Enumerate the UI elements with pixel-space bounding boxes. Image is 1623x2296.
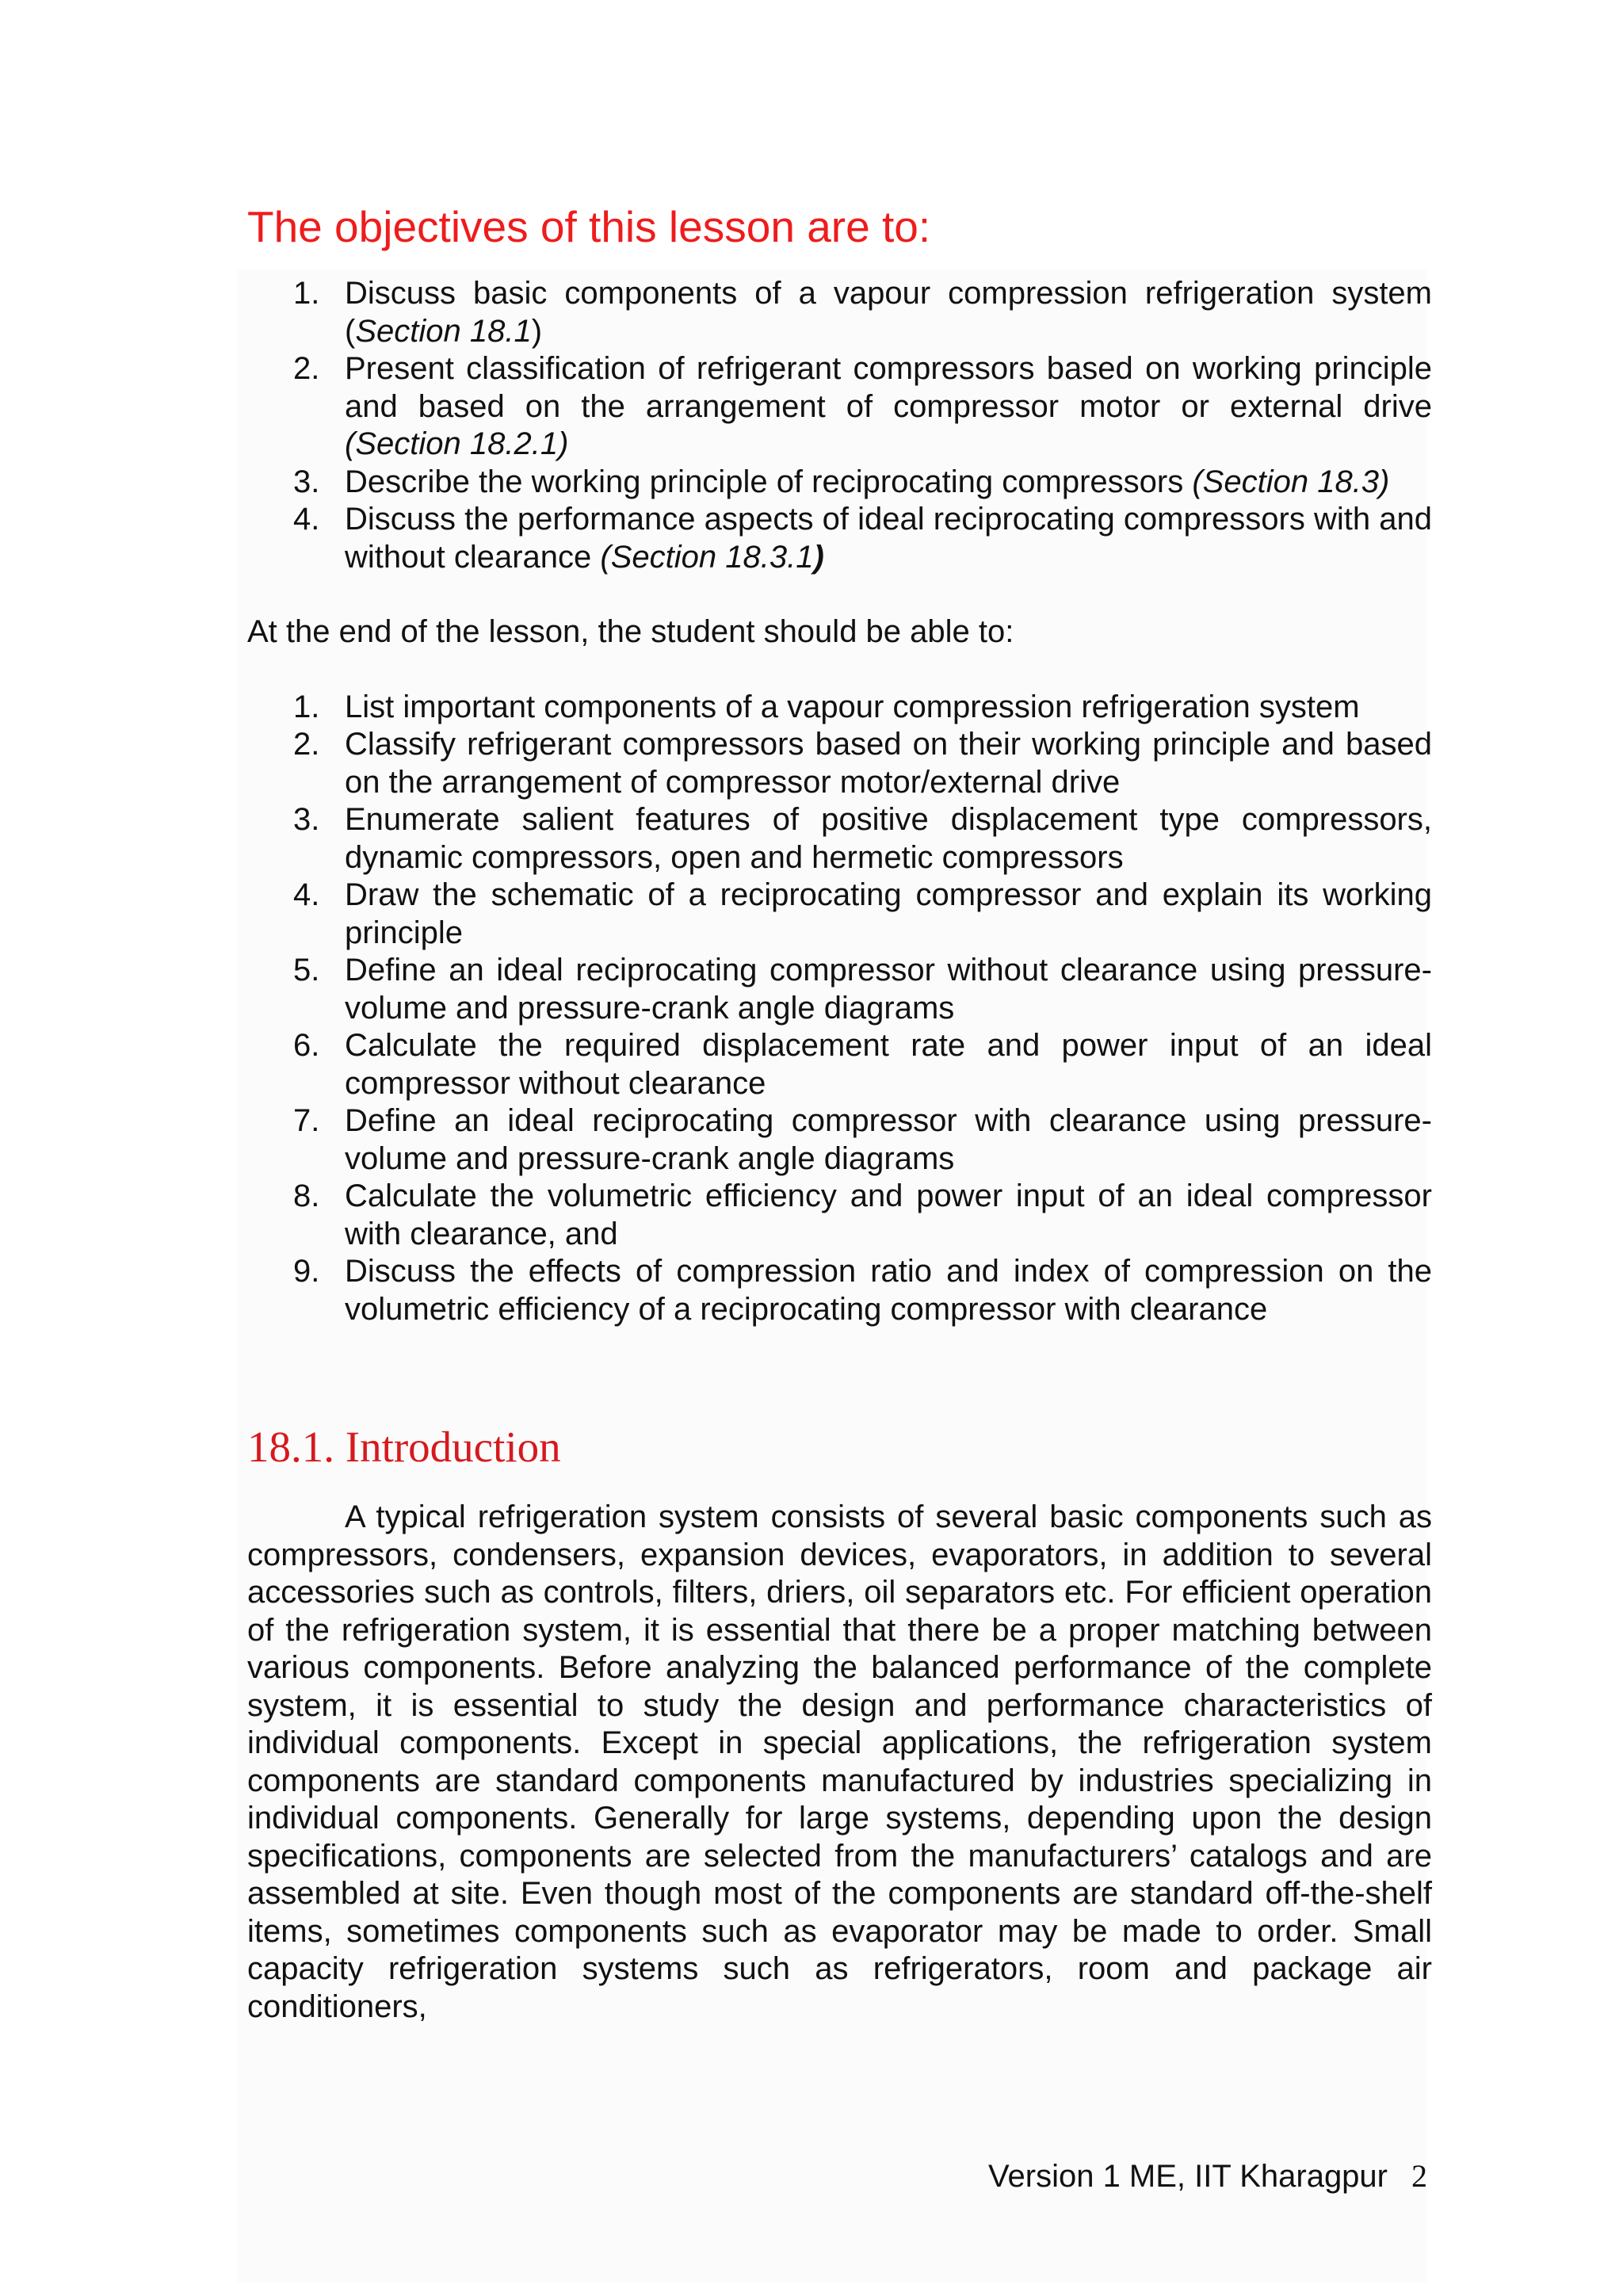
objectives-heading: The objectives of this lesson are to: bbox=[247, 202, 931, 251]
outcome-item bbox=[247, 877, 1432, 952]
outcome-text: Calculate the required displacement rate and power input of an ideal compressor without clearance bbox=[345, 1028, 1432, 1101]
list-number: 7. bbox=[293, 1103, 320, 1138]
objective-item bbox=[247, 350, 1432, 464]
outcome-text: List important components of a vapour compression refrigeration system bbox=[345, 689, 1360, 724]
outcome-item bbox=[247, 1102, 1432, 1178]
objective-item bbox=[247, 464, 1432, 502]
reference-tail: ) bbox=[531, 313, 543, 349]
section-reference: (Section 18.3.1 bbox=[600, 539, 814, 575]
outcome-text: Draw the schematic of a reciprocating compressor and explain its working principle bbox=[345, 877, 1432, 950]
list-number: 2. bbox=[293, 351, 320, 386]
spacer bbox=[247, 576, 1432, 613]
list-number: 1. bbox=[293, 689, 320, 724]
page-number: 2 bbox=[1411, 2158, 1427, 2194]
page-footer bbox=[988, 2157, 1427, 2195]
introduction-paragraph: A typical refrigeration system consists of several basic components such as compressors, condensers, expansion devices, evaporators, in addition to several accessories such as controls, filters, driers, oil separators etc. For efficient operation of the refrigeration system, it is essential that there be a proper matching between various components. Before analyzing the balanced performance of the complete system, it is essential to study the design and performance characteristics of individual components. Except in special applications, the refrigeration system components are standard components manufactured by industries specializing in individual components. Generally for large systems, depending upon the design specifications, components are selected from the manufacturers’ catalogs and are assembled at site. Even though most of the components are standard off-the-shelf items, sometimes components such as evaporator may be made to order. Small capacity refrigeration systems such as refrigerators, room and package air conditioners, bbox=[247, 1499, 1432, 2024]
list-number: 6. bbox=[293, 1028, 320, 1063]
outcome-item bbox=[247, 689, 1432, 727]
list-number: 3. bbox=[293, 802, 320, 837]
section-reference: (Section 18.3) bbox=[1192, 464, 1390, 499]
outcome-text: Define an ideal reciprocating compressor without clearance using pressure-volume and pressure-crank angle diagrams bbox=[345, 953, 1432, 1026]
list-number: 9. bbox=[293, 1254, 320, 1289]
list-number: 3. bbox=[293, 464, 320, 499]
footer-version: Version 1 ME, IIT Kharagpur bbox=[988, 2159, 1388, 2194]
outcomes-list bbox=[247, 689, 1432, 1329]
outcome-item bbox=[247, 1027, 1432, 1102]
list-number: 1. bbox=[293, 276, 320, 311]
list-number: 2. bbox=[293, 727, 320, 762]
list-number: 8. bbox=[293, 1179, 320, 1213]
outcome-item bbox=[247, 801, 1432, 877]
outcome-item bbox=[247, 1253, 1432, 1328]
outcome-item bbox=[247, 1178, 1432, 1253]
outcome-text: Classify refrigerant compressors based on their working principle and based on the arrangement of compressor motor/external drive bbox=[345, 727, 1432, 800]
objective-item bbox=[247, 501, 1432, 576]
outcome-text: Calculate the volumetric efficiency and power input of an ideal compressor with clearance, and bbox=[345, 1179, 1432, 1251]
section-reference: (Section 18.2.1) bbox=[345, 426, 569, 461]
outcomes-intro: At the end of the lesson, the student should be able to: bbox=[247, 614, 1014, 649]
outcome-item bbox=[247, 952, 1432, 1027]
outcome-text: Enumerate salient features of positive displacement type compressors, dynamic compressors, open and hermetic compressors bbox=[345, 802, 1432, 875]
list-number: 4. bbox=[293, 877, 320, 912]
list-number: 5. bbox=[293, 953, 320, 988]
objective-text: Describe the working principle of reciprocating compressors bbox=[345, 464, 1193, 499]
objective-item bbox=[247, 275, 1432, 350]
objectives-list bbox=[247, 275, 1432, 576]
objective-text: Discuss the performance aspects of ideal reciprocating compressors with and without clearance bbox=[345, 502, 1432, 575]
outcome-text: Define an ideal reciprocating compressor with clearance using pressure-volume and pressure-crank angle diagrams bbox=[345, 1103, 1432, 1176]
spacer bbox=[247, 651, 1432, 689]
introduction-heading: 18.1. Introduction bbox=[247, 1423, 561, 1471]
reference-tail: ) bbox=[813, 539, 824, 575]
objective-text: Present classification of refrigerant compressors based on working principle and based on the arrangement of compressor motor or external drive bbox=[345, 351, 1432, 424]
outcome-item bbox=[247, 726, 1432, 801]
list-number: 4. bbox=[293, 502, 320, 537]
objective-text: Discuss basic components of a vapour compression refrigeration system ( bbox=[345, 276, 1432, 349]
document-body bbox=[247, 186, 1432, 2026]
outcome-text: Discuss the effects of compression ratio and index of compression on the volumetric efficiency of a reciprocating compressor with clearance bbox=[345, 1254, 1432, 1327]
section-reference: Section 18.1 bbox=[355, 313, 532, 349]
